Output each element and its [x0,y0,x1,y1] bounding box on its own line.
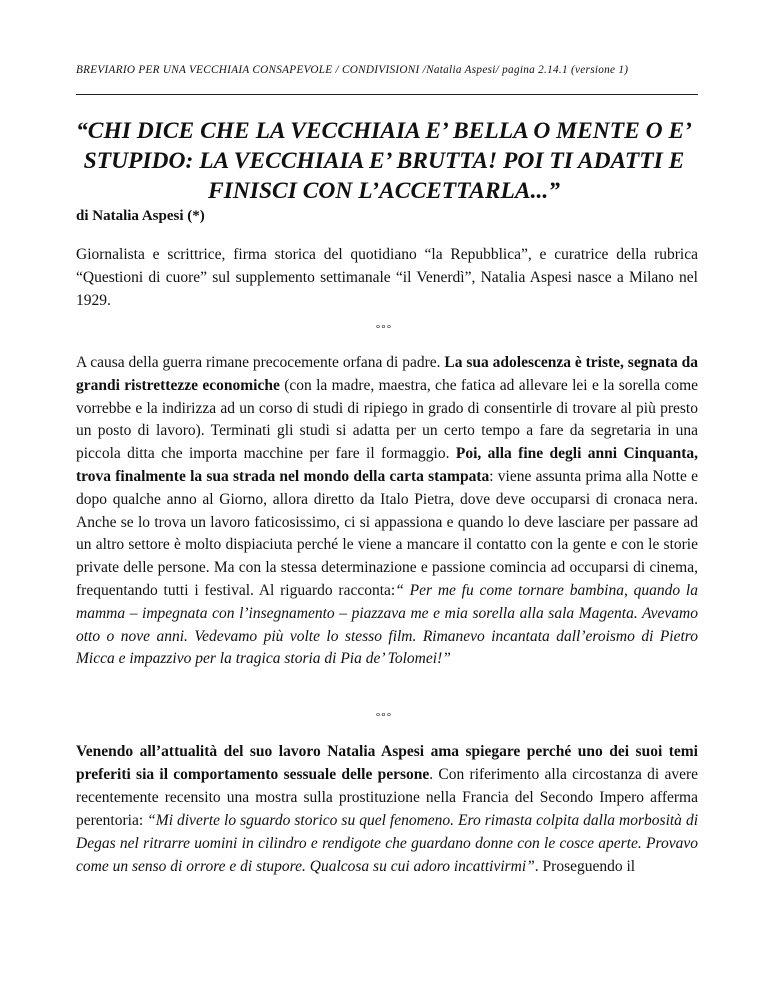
text-run: : viene assunta prima alla Notte e dopo qualche anno al Giorno, allora diretto da Italo Pietra, dove deve occuparsi di cronaca nera. Anche se lo trova un lavoro faticosissimo, ci si appassiona e quando lo deve lasciare per passare ad un altro settore è molto dispiaciuta perché le viene a mancare il contatto con la gente e con le storie private delle persone. Ma con la stessa determinazione e passione comincia ad occuparsi di cinema, frequentando tutti i festival. Al riguardo racconta: [76,467,698,599]
bold-text-run: Poi, alla fine degli anni Cinquanta, trova finalmente la sua strada nel mondo della carta stampata [76,445,698,485]
quote-text-run: “ Per me fu come tornare bambina, quando la mamma – impegnata con l’insegnamento – piazzava me e mia sorella alla sala Magenta. Avevamo otto o nove anni. Vedevamo più volte lo stesso film. Rimanevo incantata dall’eroismo di Pietro Micca e impazzivo per la tragica storia di Pia de’ Tolomei!” [76,581,698,668]
work-paragraph [76,740,698,878]
bold-text-run: La sua adolescenza è triste, segnata da grandi ristrettezze economiche [76,354,698,394]
text-run: . Proseguendo il [534,858,636,875]
section-separator: °°° [375,711,393,723]
running-header: BREVIARIO PER UNA VECCHIAIA CONSAPEVOLE / CONDIVISIONI /Natalia Aspesi/ pagina 2.14.1 (versione 1) [76,64,629,76]
section-separator: °°° [375,323,393,335]
text-run: (con la madre, maestra, che fatica ad allevare lei e la sorella come vorrebbe e la indirizza ad un corso di studi di ripiego in grado di consentirle di trovare al più presto un posto di lavoro). Terminati gli studi si adatta per un certo tempo a fare da segretaria in una piccola ditta che importa macchine per fare il formaggio. [76,376,699,463]
byline: di Natalia Aspesi (*) [76,208,205,224]
intro-paragraph: Giornalista e scrittrice, firma storica del quotidiano “la Repubblica”, e curatrice della rubrica “Questioni di cuore” sul supplemento settimanale “il Venerdì”, Natalia Aspesi nasce a Milano nel 1929. [76,246,698,309]
text-run: . Con riferimento alla circostanza di avere recentemente recensito una mostra sulla prostituzione nella Francia del Secondo Impero afferma perentoria: [76,766,698,829]
header-rule [76,94,698,95]
biography-paragraph [76,352,698,671]
quote-text-run: “Mi diverte lo sguardo storico su quel fenomeno. Ero rimasta colpita dalla morbosità di Degas nel ritrarre uomini in cilindro e rendigote che guardano donne con le cosce aperte. Provavo come un senso di orrore e di stupore. Qualcosa su cui adoro incattivirmi” [76,812,698,875]
bold-text-run: Venendo all’attualità del suo lavoro Natalia Aspesi ama spiegare perché uno dei suoi temi preferiti sia il comportamento sessuale delle persone [76,743,698,783]
text-run: A causa della guerra rimane precocemente orfana di padre. [76,354,445,371]
article-title: “CHI DICE CHE LA VECCHIAIA E’ BELLA O MENTE O E’ STUPIDO: LA VECCHIAIA E’ BRUTTA! POI TI ADATTI E FINISCI CON L’ACCETTARLA...” [76,118,692,204]
